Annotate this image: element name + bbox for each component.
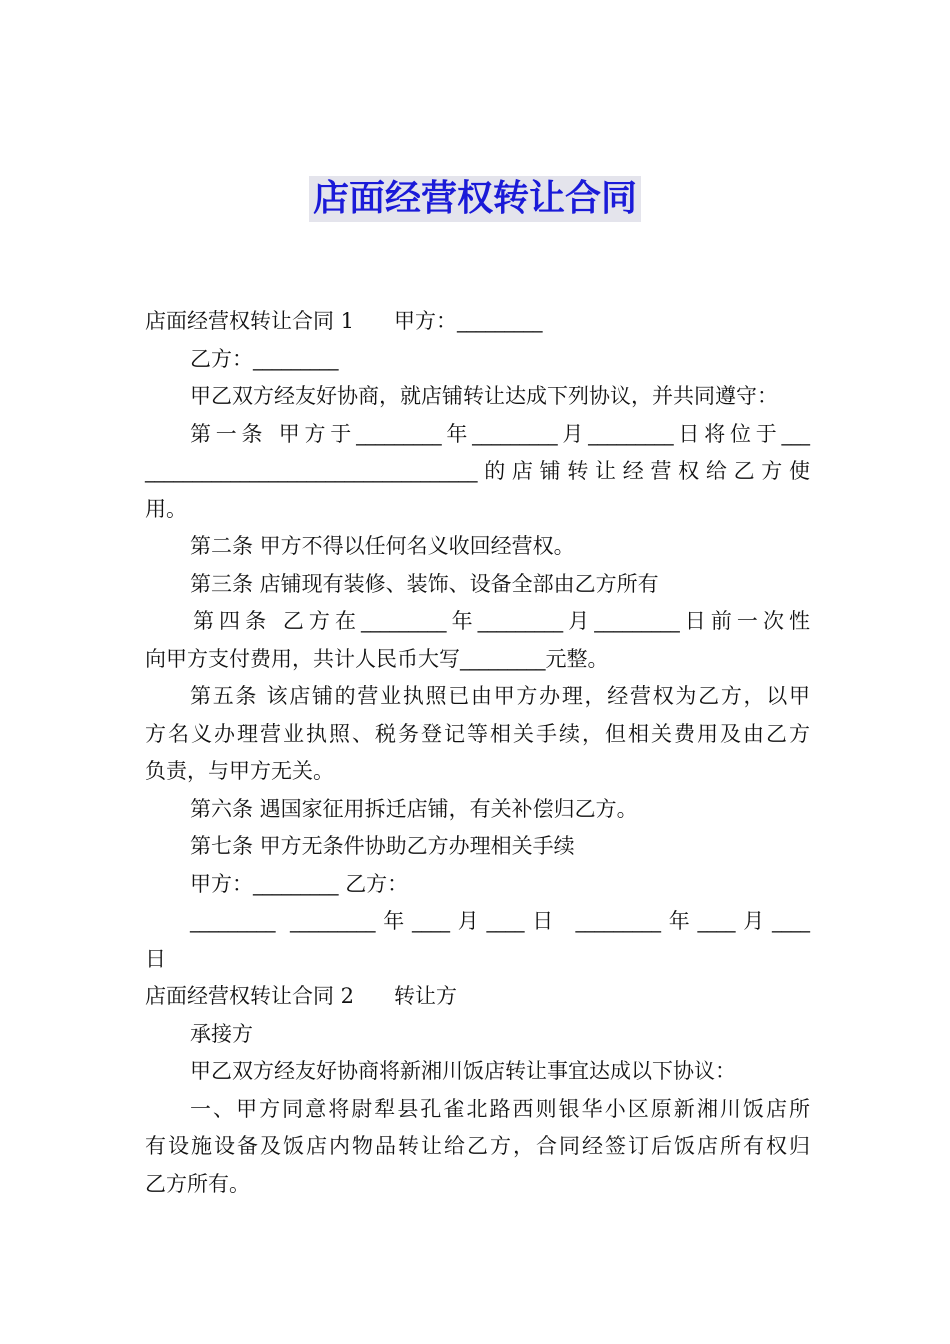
contract2-heading-line	[145, 978, 810, 1016]
contract1-intro: 甲乙双方经友好协商，就店铺转让达成下列协议，并共同遵守：	[190, 384, 778, 408]
signature-blank-1: _________	[190, 911, 276, 933]
article5-line2: 方名义办理营业执照、税务登记等相关手续，但相关费用及由乙方	[145, 721, 810, 746]
signature-blank-4: ____	[486, 911, 525, 933]
article4-month: 月	[563, 609, 595, 633]
signature-month-2: 月	[735, 909, 773, 933]
article5-line1: 第五条 该店铺的营业执照已由甲方办理，经营权为乙方，以甲	[190, 684, 810, 708]
party-b-label: 乙方：	[190, 346, 253, 371]
contract1-heading-line	[145, 303, 810, 341]
article2: 第二条 甲方不得以任何名义收回经营权。	[190, 534, 575, 558]
signature-month: 月	[449, 909, 487, 933]
signature-year: 年	[375, 909, 412, 933]
article4-blank-month: _________	[477, 611, 564, 633]
article4-year: 年	[446, 609, 478, 633]
signature-blank-2: _________	[289, 911, 376, 933]
article4-text-a: 第四条 乙方在	[193, 609, 362, 633]
signature-blank-5: _________	[575, 911, 661, 933]
signature-party-b-label: 乙方：	[345, 871, 409, 896]
transferor-label: 转让方	[394, 984, 458, 1008]
signature-blank-6: ____	[697, 911, 736, 933]
article1-year: 年	[441, 421, 473, 446]
article4-line2	[145, 641, 810, 679]
article1-blank-loc2: ___________________________________	[145, 461, 478, 483]
signature-year-2: 年	[660, 909, 698, 933]
item1-line2: 有设施设备及饭店内物品转让给乙方，合同经签订后饭店所有权归	[145, 1134, 810, 1158]
document-body	[145, 303, 810, 1203]
transferee-label: 承接方	[190, 1021, 253, 1046]
signature-day-2: 日	[145, 946, 166, 971]
signature-blank-3: ____	[411, 911, 450, 933]
party-b-line	[145, 341, 810, 379]
signature-dates-line	[145, 903, 810, 941]
article4-blank-day: _________	[594, 611, 680, 633]
article1-line2	[145, 453, 810, 491]
signature-day: 日	[524, 909, 562, 933]
article1-text-a: 第一条 甲方于	[190, 421, 357, 446]
article1-line1	[145, 416, 810, 454]
item1-line3: 乙方所有。	[145, 1171, 250, 1196]
article5-line3: 负责，与甲方无关。	[145, 759, 334, 783]
article4-text-f: 向甲方支付费用，共计人民币大写	[145, 646, 460, 671]
party-a-blank: _________	[457, 311, 543, 333]
article4-line1	[145, 603, 810, 641]
article1-blank-day: _________	[588, 423, 674, 446]
party-b-blank: _________	[253, 348, 339, 371]
article1-line3: 用。	[145, 496, 187, 521]
article7: 第七条 甲方无条件协助乙方办理相关手续	[190, 834, 575, 858]
signature-blank-7: ____	[772, 911, 811, 933]
contract2-heading: 店面经营权转让合同 2	[145, 984, 355, 1008]
contract1-heading: 店面经营权转让合同 1	[145, 309, 355, 333]
article1-text-f: 的店铺转让经营权给乙方使	[477, 459, 810, 483]
article4-blank-year: _________	[361, 611, 447, 633]
article3: 第三条 店铺现有装修、装饰、设备全部由乙方所有	[190, 571, 659, 596]
article1-text-e: 日将位于	[673, 421, 782, 446]
article4-blank-amount: _________	[460, 648, 546, 671]
article1-blank-loc1: ___	[781, 423, 811, 446]
document-title: 店面经营权转让合同	[309, 176, 641, 222]
article4-text-g: 元整。	[545, 646, 609, 671]
article1-blank-year: _________	[356, 423, 442, 446]
article1-blank-month: _________	[472, 423, 558, 446]
signature-parties-line	[145, 866, 810, 904]
article6: 第六条 遇国家征用拆迁店铺，有关补偿归乙方。	[190, 796, 638, 821]
party-a-label: 甲方：	[394, 309, 458, 333]
contract2-intro: 甲乙双方经友好协商将新湘川饭店转让事宜达成以下协议：	[190, 1059, 736, 1083]
document-title-wrap	[0, 176, 950, 222]
signature-party-a-blank: _________	[253, 873, 339, 896]
signature-party-a-label: 甲方：	[190, 871, 253, 896]
item1-line1: 一、甲方同意将尉犁县孔雀北路西则银华小区原新湘川饭店所	[190, 1096, 810, 1121]
article4-text-e: 日前一次性	[679, 609, 811, 633]
article1-month: 月	[557, 421, 589, 446]
